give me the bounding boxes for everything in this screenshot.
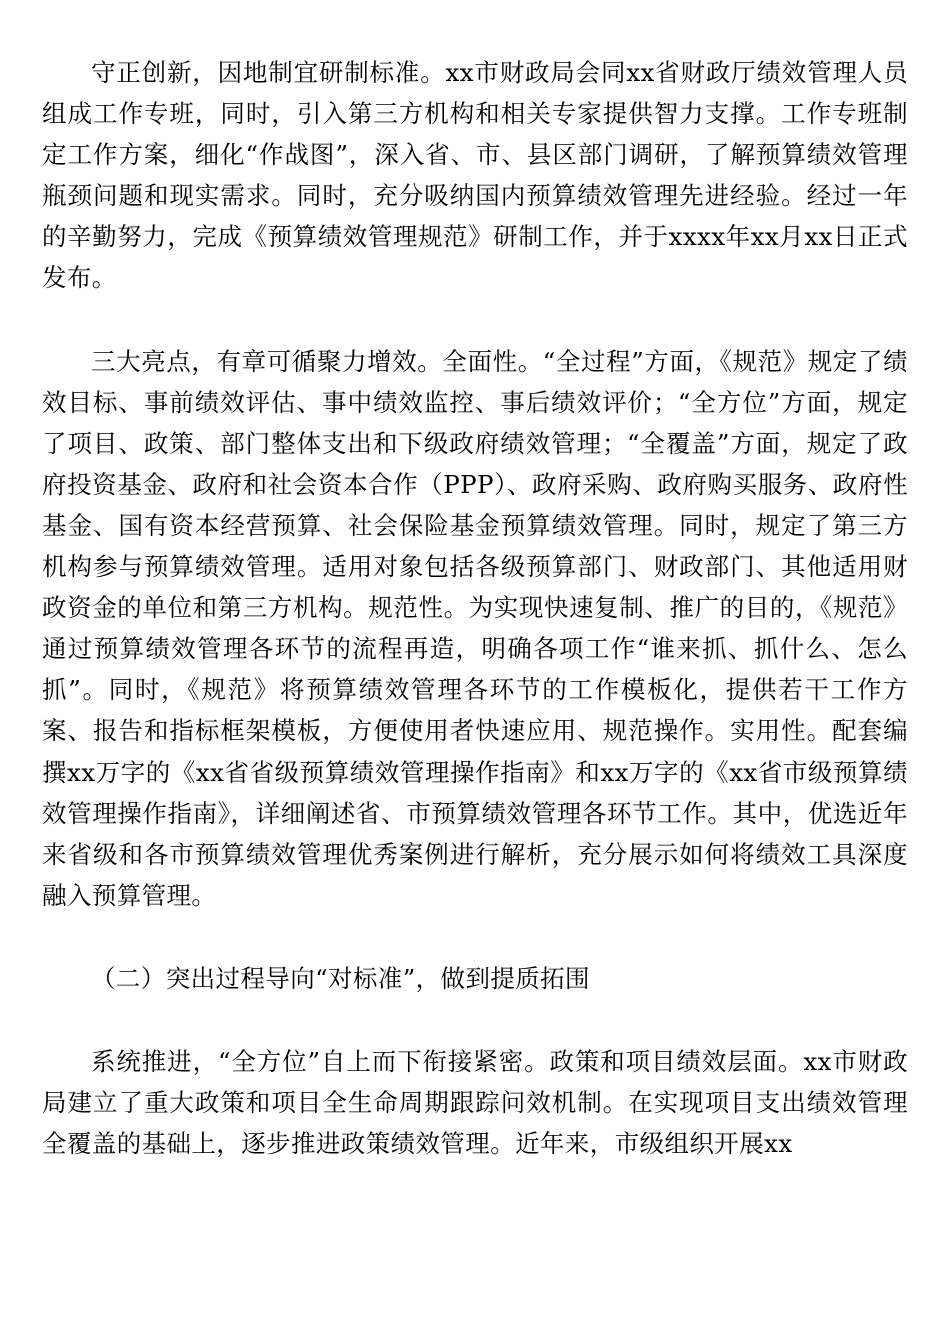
paragraph-three-highlights: 三大亮点，有章可循聚力增效。全面性。“全过程”方面，《规范》规定了绩效目标、事前绩效评估、事中绩效监控、事后绩效评价；“全方位”方面，规定了项目、政策、部门整体支出和下级政府绩效管理；“全覆盖”方面，规定了政府投资基金、政府和社会资本合作（PPP）、政府采购、政府购买服务、政府性基金、国有资本经营预算、社会保险基金预算绩效管理。同时，规定了第三方机构参与预算绩效管理。适用对象包括各级预算部门、财政部门、其他适用财政资金的单位和第三方机构。规范性。为实现快速复制、推广的目的，《规范》通过预算绩效管理各环节的流程再造，明确各项工作“谁来抓、抓什么、怎么抓”。同时，《规范》将预算绩效管理各环节的工作模板化，提供若干工作方案、报告和指标框架模板，方便使用者快速应用、规范操作。实用性。配套编撰xx万字的《xx省省级预算绩效管理操作指南》和xx万字的《xx省市级预算绩效管理操作指南》，详细阐述省、市预算绩效管理各环节工作。其中，优选近年来省级和各市预算绩效管理优秀案例进行解析，充分展示如何将绩效工具深度融入预算管理。	[42, 346, 908, 910]
paragraph-systematic-advance: 系统推进，“全方位”自上而下衔接紧密。政策和项目绩效层面。xx市财政局建立了重大政策和项目全生命周期跟踪问效机制。在实现项目支出绩效管理全覆盖的基础上，逐步推进政策绩效管理。近年来，市级组织开展xx	[42, 1046, 908, 1159]
section-heading-process-oriented: （二）突出过程导向“对标准”，做到提质拓围	[91, 963, 590, 993]
paragraph-standard-development: 守正创新，因地制宜研制标准。xx市财政局会同xx省财政厅绩效管理人员组成工作专班，同时，引入第三方机构和相关专家提供智力支撑。工作专班制定工作方案，细化“作战图”，深入省、市、县区部门调研，了解预算绩效管理瓶颈问题和现实需求。同时，充分吸纳国内预算绩效管理先进经验。经过一年的辛勤努力，完成《预算绩效管理规范》研制工作，并于xxxx年xx月xx日正式发布。	[42, 58, 908, 293]
document-page	[42, 0, 908, 1164]
